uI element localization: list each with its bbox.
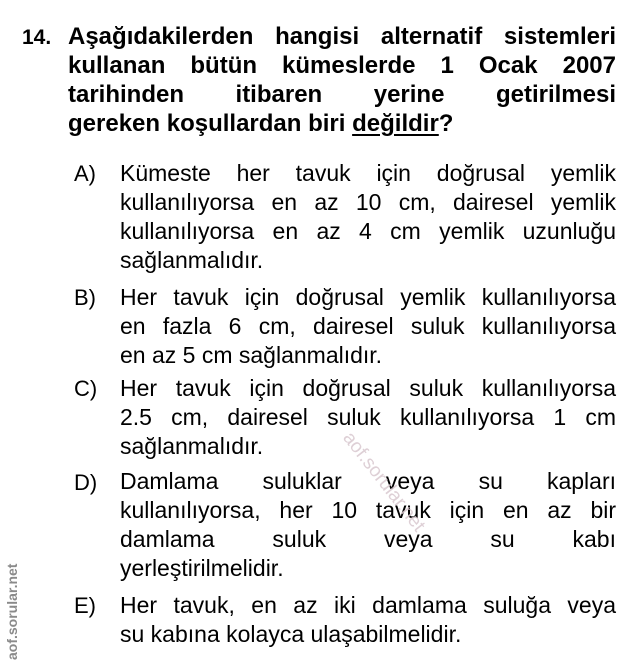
question-mark: ? <box>438 110 454 137</box>
watermark-diagonal: aof.sorular.net <box>338 428 430 536</box>
question-line: tarihinden itibaren yerine getirilmesi <box>68 81 616 108</box>
option-label: A) <box>74 161 96 186</box>
question-number: 14. <box>22 26 52 49</box>
option-line: kullanılıyorsa en az 4 cm yemlik uzunluğu <box>120 218 616 244</box>
question-line <box>68 109 616 138</box>
option-line: kullanılıyorsa, her 10 tavuk için en az bir <box>120 497 616 523</box>
option-line: Her tavuk için doğrusal yemlik kullanılıyorsa <box>120 284 616 310</box>
option-line: sağlanmalıdır. <box>120 433 264 459</box>
watermark-side: aof.sorular.net <box>4 563 20 660</box>
option-line: en fazla 6 cm, dairesel suluk kullanılıyorsa <box>120 313 616 339</box>
option-line: 2.5 cm, dairesel suluk kullanılıyorsa 1 cm <box>120 404 616 430</box>
question-line: Aşağıdakilerden hangisi alternatif sistemleri <box>68 23 616 50</box>
option-line: Her tavuk için doğrusal suluk kullanılıyorsa <box>120 375 616 401</box>
emphasis-underlined: değildir <box>352 110 439 137</box>
option-line: en az 5 cm sağlanmalıdır. <box>120 342 383 368</box>
option-line: Her tavuk, en az iki damlama suluğa veya <box>120 592 616 618</box>
option-line: kullanılıyorsa en az 10 cm, dairesel yemlik <box>120 189 616 215</box>
option-line: Kümeste her tavuk için doğrusal yemlik <box>120 160 616 186</box>
option-line: yerleştirilmelidir. <box>120 555 284 581</box>
option-label: B) <box>74 285 96 310</box>
option-label: D) <box>74 470 98 495</box>
option-line: damlama suluk veya su kabı <box>120 526 616 552</box>
option-line: sağlanmalıdır. <box>120 247 264 273</box>
question-line: kullanan bütün kümeslerde 1 Ocak 2007 <box>68 52 616 79</box>
option-label: E) <box>74 593 96 618</box>
option-label: C) <box>74 376 98 401</box>
question-text: gereken koşullardan biri <box>68 110 353 137</box>
option-line: Damlama suluklar veya su kapları <box>120 468 616 494</box>
option-line: su kabına kolayca ulaşabilmelidir. <box>120 621 462 647</box>
